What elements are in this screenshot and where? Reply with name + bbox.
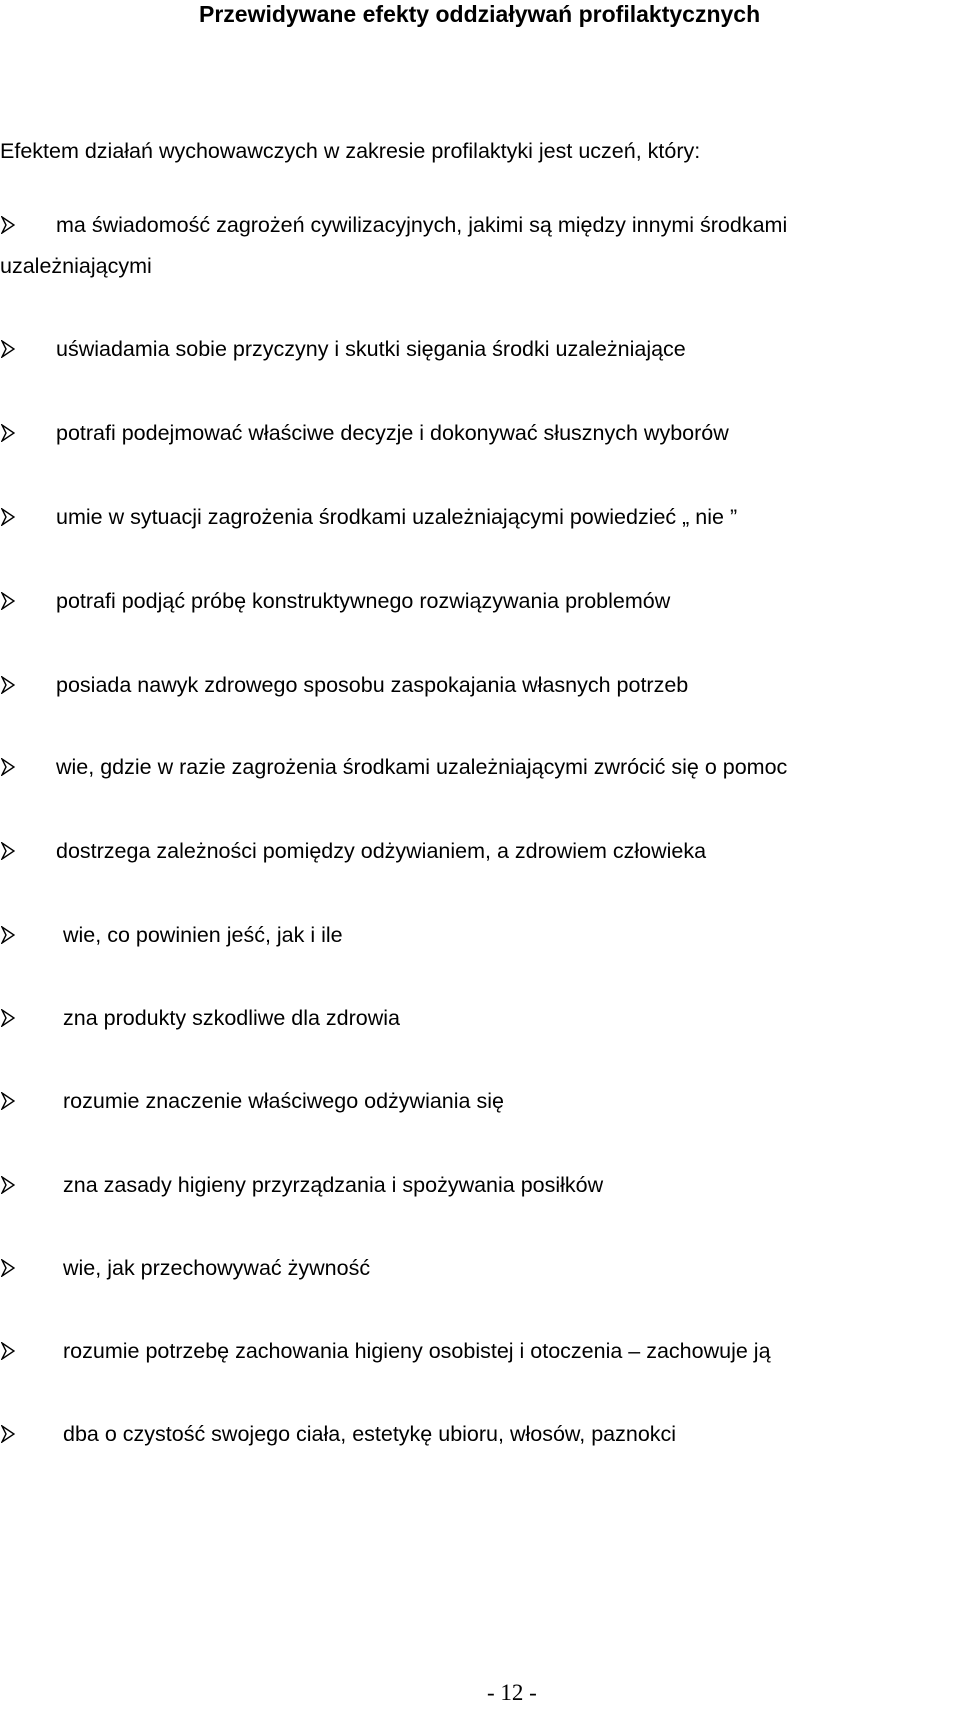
- list-item-text: wie, jak przechowywać żywność: [63, 1256, 371, 1280]
- page-number-text: - 12 -: [487, 1680, 537, 1705]
- arrowhead-bullet-icon: [1, 1176, 15, 1194]
- arrowhead-bullet-icon: [1, 424, 15, 442]
- list-item-text: dba o czystość swojego ciała, estetykę ubioru, włosów, paznokci: [63, 1422, 677, 1446]
- arrowhead-bullet-icon: [1, 340, 15, 358]
- arrowhead-bullet-icon: [1, 926, 15, 944]
- arrowhead-bullet-icon: [1, 676, 15, 694]
- arrowhead-bullet-icon: [1, 216, 15, 234]
- arrowhead-bullet-icon: [1, 1425, 15, 1443]
- list-item-text: potrafi podejmować właściwe decyzje i dokonywać słusznych wyborów: [56, 421, 729, 445]
- arrowhead-bullet-icon: [1, 758, 15, 776]
- list-item-text: wie, co powinien jeść, jak i ile: [63, 923, 343, 947]
- arrowhead-bullet-icon: [1, 1092, 15, 1110]
- arrowhead-bullet-icon: [1, 842, 15, 860]
- list-item-text: ma świadomość zagrożeń cywilizacyjnych, jakimi są między innymi środkami: [56, 213, 788, 237]
- list-item-text: wie, gdzie w razie zagrożenia środkami uzależniającymi zwrócić się o pomoc: [56, 755, 788, 779]
- list-item-text: rozumie potrzebę zachowania higieny osobistej i otoczenia – zachowuje ją: [63, 1339, 771, 1363]
- list-item-text: posiada nawyk zdrowego sposobu zaspokajania własnych potrzeb: [56, 673, 689, 697]
- arrowhead-bullet-icon: [1, 1342, 15, 1360]
- arrowhead-bullet-icon: [1, 592, 15, 610]
- list-item-text: zna zasady higieny przyrządzania i spożywania posiłków: [63, 1173, 604, 1197]
- list-item-text: umie w sytuacji zagrożenia środkami uzależniającymi powiedzieć „ nie ”: [56, 505, 738, 529]
- intro-paragraph: Efektem działań wychowawczych w zakresie profilaktyki jest uczeń, który:: [0, 139, 701, 163]
- arrowhead-bullet-icon: [1, 1009, 15, 1027]
- list-item-text: potrafi podjąć próbę konstruktywnego rozwiązywania problemów: [56, 589, 671, 613]
- list-item-text: uświadamia sobie przyczyny i skutki sięgania środki uzależniające: [56, 337, 686, 361]
- list-item-text: uzależniającymi: [0, 254, 152, 278]
- list-item-text: zna produkty szkodliwe dla zdrowia: [63, 1006, 400, 1030]
- arrowhead-bullet-icon: [1, 508, 15, 526]
- list-item-text: dostrzega zależności pomiędzy odżywianiem, a zdrowiem człowieka: [56, 839, 707, 863]
- page-title: Przewidywane efekty oddziaływań profilaktycznych: [199, 1, 761, 27]
- arrowhead-bullet-icon: [1, 1259, 15, 1277]
- list-item-text: rozumie znaczenie właściwego odżywiania się: [63, 1089, 504, 1113]
